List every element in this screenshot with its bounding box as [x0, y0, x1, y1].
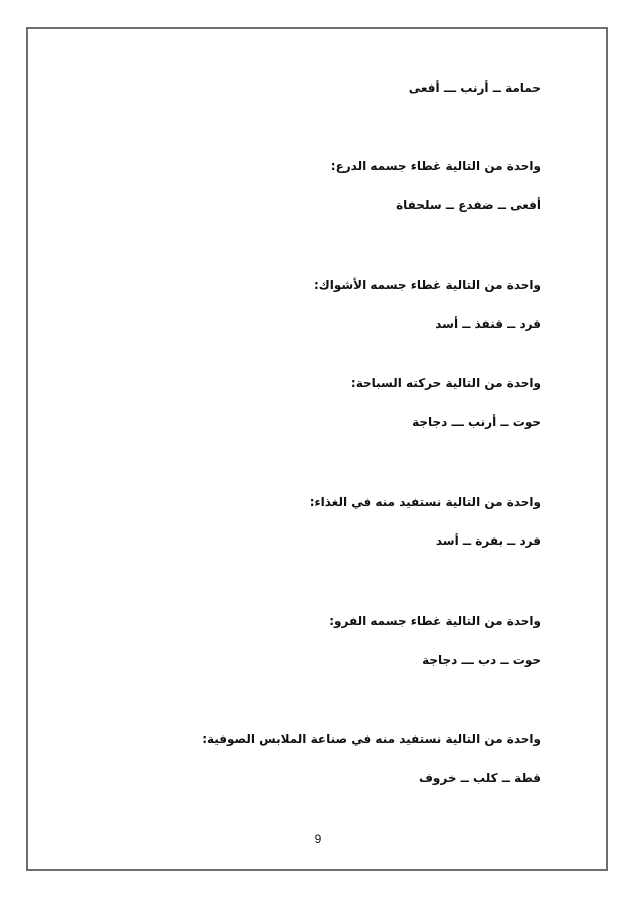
page-number: 9 [314, 832, 322, 846]
question-line: واحدة من التالية غطاء جسمه الأشواك: [313, 278, 541, 292]
question-line: واحدة من التالية نستفيد منه في صناعة الملابس الصوفية: [202, 732, 541, 746]
question-line: واحدة من التالية غطاء جسمه الفرو: [329, 614, 541, 628]
answer-options-line: قرد ــ بقرة ــ أسد [435, 534, 541, 548]
answer-options-line: حمامة ــ أرنب ـــ أفعى [408, 81, 541, 95]
question-line: واحدة من التالية غطاء جسمه الدرع: [330, 159, 541, 173]
answer-options-line: قطة ــ كلب ــ خروف [418, 771, 541, 785]
answer-options-line: حوت ــ دب ـــ دجاجة [422, 653, 541, 667]
answer-options-line: حوت ــ أرنب ـــ دجاجة [412, 415, 541, 429]
answer-options-line: أفعى ــ ضفدع ــ سلحفاة [396, 198, 541, 212]
question-line: واحدة من التالية حركته السباحة: [350, 376, 541, 390]
answer-options-line: قرد ــ قنفذ ــ أسد [435, 317, 541, 331]
question-line: واحدة من التالية نستفيد منه في الغذاء: [309, 495, 541, 509]
